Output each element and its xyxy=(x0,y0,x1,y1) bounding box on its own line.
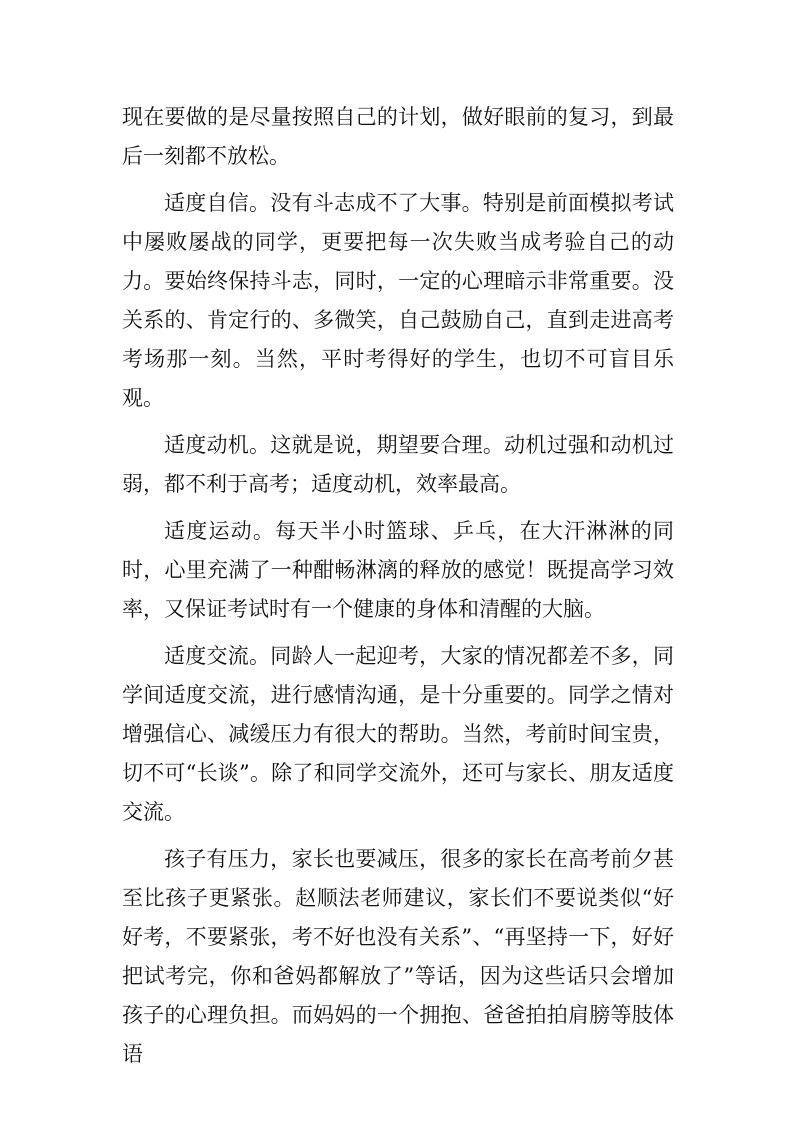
paragraph-communication: 适度交流。同龄人一起迎考，大家的情况都差不多，同学间适度交流，进行感情沟通，是十分重要的。同学之情对增强信心、减缓压力有很大的帮助。当然，考前时间宝贵，切不可“长谈”。除了和同学交流外，还可与家长、朋友适度交流。 xyxy=(122,644,674,824)
paragraph-confidence: 适度自信。没有斗志成不了大事。特别是前面模拟考试中屡败屡战的同学，更要把每一次失败当成考验自己的动力。要始终保持斗志，同时，一定的心理暗示非常重要。没关系的、肯定行的、多微笑，自己鼓励自己，直到走进高考考场那一刻。当然，平时考得好的学生，也切不可盲目乐观。 xyxy=(122,191,674,410)
paragraph-motivation: 适度动机。这就是说，期望要合理。动机过强和动机过弱，都不利于高考；适度动机，效率最高。 xyxy=(122,433,674,496)
paragraph-parents: 孩子有压力，家长也要减压，很多的家长在高考前夕甚至比孩子更紧张。赵顺法老师建议，家长们不要说类似“好好考，不要紧张，考不好也没有关系”、“再坚持一下，好好把试考完，你和爸妈都解放了”等话，因为这些话只会增加孩子的心理负担。而妈妈的一个拥抱、爸爸拍拍肩膀等肢体语 xyxy=(122,847,674,1066)
document-body xyxy=(122,98,674,1082)
paragraph-exercise: 适度运动。每天半小时篮球、乒乓，在大汗淋淋的同时，心里充满了一种酣畅淋漓的释放的感觉！既提高学习效率，又保证考试时有一个健康的身体和清醒的大脑。 xyxy=(122,519,674,621)
paragraph-continuation: 现在要做的是尽量按照自己的计划，做好眼前的复习，到最后一刻都不放松。 xyxy=(122,105,674,168)
